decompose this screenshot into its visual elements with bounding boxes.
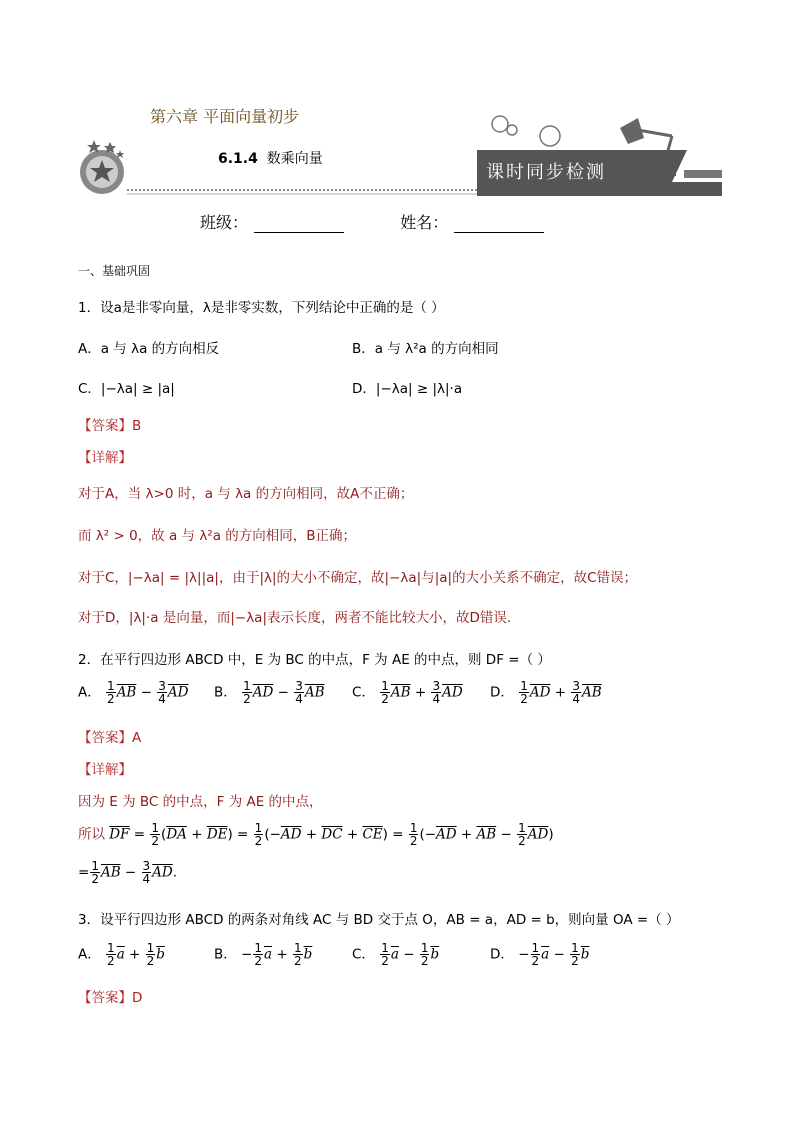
student-info-line bbox=[200, 210, 544, 233]
fraction: $\frac{3}{4}$ bbox=[158, 679, 166, 706]
so-label: 所以 bbox=[78, 826, 105, 843]
fraction: $\frac{3}{4}$ bbox=[142, 859, 151, 886]
option-label: D． bbox=[490, 946, 514, 963]
q2-detail-2: 所以 $\overline{DF}$ = $\frac{1}{2}$ $(\overline{DA} + \overline{DE})$ = $\frac{1}{2}$ $(-\overline{AD} + \overline{DC} + \overline{CE})$ = $\frac{1}{2}$ ($-\overline{AD} + \overline{AB}$ − $\frac{1}{2}$ $\overline{AD}$) bbox=[78, 821, 554, 848]
brand-label: 课时同步检测 bbox=[486, 162, 606, 183]
q2-detail-3: = $\frac{1}{2}$ $\overline{AB}$ − $\frac{3}{4}$ $\overline{AD}$. bbox=[78, 859, 178, 886]
fraction: $\frac{1}{2}$ bbox=[151, 821, 160, 848]
fraction: $\frac{1}{2}$ bbox=[107, 679, 115, 706]
fraction: $\frac{1}{2}$ bbox=[520, 679, 528, 706]
q2-option-c: C． $\frac{1}{2}$ $\overline{AB}$ + $\frac{3}{4}$ $\overline{AD}$ bbox=[352, 679, 463, 706]
option-label: D． bbox=[490, 684, 514, 701]
fraction: $\frac{1}{2}$ bbox=[571, 941, 579, 968]
fraction: $\frac{1}{2}$ bbox=[146, 941, 155, 968]
q1-detail-4: 对于D，|λ|·a 是向量，而|−λa|表示长度，两者不能比较大小，故D错误. bbox=[78, 610, 512, 626]
fraction: $\frac{1}{2}$ bbox=[381, 941, 389, 968]
option-label: B． bbox=[214, 946, 237, 963]
q1-detail-3: 对于C，|−λa| = |λ||a|，由于|λ|的大小不确定，故|−λa|与|a|的大小关系不确定，故C错误； bbox=[78, 570, 637, 586]
q2-answer: 【答案】A bbox=[78, 730, 142, 746]
q1-detail-label: 【详解】 bbox=[78, 450, 132, 466]
q3-stem: 3．设平行四边形 ABCD 的两条对角线 AC 与 BD 交于点 O，AB = a，AD = b，则向量 OA =（ ） bbox=[78, 912, 680, 928]
q1-option-b: B．a 与 λ²a 的方向相同 bbox=[352, 341, 499, 357]
q1-option-d: D．|−λa| ≥ |λ|·a bbox=[352, 381, 463, 397]
name-blank bbox=[454, 216, 544, 233]
section-name: 数乘向量 bbox=[266, 151, 323, 167]
q3-answer: 【答案】D bbox=[78, 990, 143, 1006]
q2-option-a: A． $\frac{1}{2}$ $\overline{AB}$ − $\frac{3}{4}$ $\overline{AD}$ bbox=[78, 679, 189, 706]
q1-option-c: C．|−λa| ≥ |a| bbox=[78, 381, 175, 397]
q2-detail-label: 【详解】 bbox=[78, 762, 132, 778]
fraction: $\frac{1}{2}$ bbox=[91, 859, 99, 886]
option-label: C． bbox=[352, 946, 375, 963]
fraction: $\frac{3}{4}$ bbox=[295, 679, 303, 706]
fraction: $\frac{1}{2}$ bbox=[381, 679, 389, 706]
fraction: $\frac{1}{2}$ bbox=[254, 821, 263, 848]
fraction: $\frac{1}{2}$ bbox=[243, 679, 251, 706]
fraction: $\frac{3}{4}$ bbox=[432, 679, 441, 706]
section-title bbox=[218, 148, 323, 168]
class-label: 班级： bbox=[200, 213, 249, 232]
option-label: A． bbox=[78, 946, 101, 963]
q1-option-a: A．a 与 λa 的方向相反 bbox=[78, 341, 220, 357]
section-heading: 一、基础巩固 bbox=[78, 264, 151, 278]
name-label: 姓名： bbox=[400, 213, 449, 232]
option-label: B． bbox=[214, 684, 237, 701]
q1-detail-2: 而 λ² > 0，故 a 与 λ²a 的方向相同，B正确； bbox=[78, 528, 357, 544]
star-badge-icon bbox=[80, 140, 124, 194]
header-banner bbox=[72, 110, 722, 200]
fraction: $\frac{1}{2}$ bbox=[107, 941, 115, 968]
fraction: $\frac{1}{2}$ bbox=[420, 941, 429, 968]
q3-option-b: B． − $\frac{1}{2}$ $\overline{a}$ + $\frac{1}{2}$ $\overline{b}$ bbox=[214, 941, 313, 968]
q1-stem: 1．设a是非零向量，λ是非零实数，下列结论中正确的是（ ） bbox=[78, 300, 445, 316]
q3-option-c: C． $\frac{1}{2}$ $\overline{a}$ − $\frac{1}{2}$ $\overline{b}$ bbox=[352, 941, 440, 968]
option-label: A． bbox=[78, 684, 101, 701]
fraction: $\frac{1}{2}$ bbox=[293, 941, 302, 968]
fraction: $\frac{1}{2}$ bbox=[409, 821, 418, 848]
chapter-title: 第六章 平面向量初步 bbox=[150, 107, 300, 126]
fraction: $\frac{1}{2}$ bbox=[254, 941, 263, 968]
q2-option-b: B． $\frac{1}{2}$ $\overline{AD}$ − $\frac{3}{4}$ $\overline{AB}$ bbox=[214, 679, 325, 706]
fraction: $\frac{1}{2}$ bbox=[531, 941, 540, 968]
class-blank bbox=[254, 216, 344, 233]
section-number: 6.1.4 bbox=[218, 151, 258, 167]
q3-option-a: A． $\frac{1}{2}$ $\overline{a}$ + $\frac{1}{2}$ $\overline{b}$ bbox=[78, 941, 165, 968]
q1-answer: 【答案】B bbox=[78, 418, 142, 434]
q2-option-d: D． $\frac{1}{2}$ $\overline{AD}$ + $\frac{3}{4}$ $\overline{AB}$ bbox=[490, 679, 602, 706]
option-label: C． bbox=[352, 684, 375, 701]
q3-option-d: D． − $\frac{1}{2}$ $\overline{a}$ − $\frac{1}{2}$ $\overline{b}$ bbox=[490, 941, 590, 968]
q1-detail-1: 对于A，当 λ>0 时，a 与 λa 的方向相同，故A不正确； bbox=[78, 486, 414, 502]
q2-detail-1: 因为 E 为 BC 的中点，F 为 AE 的中点， bbox=[78, 794, 323, 810]
fraction: $\frac{1}{2}$ bbox=[518, 821, 526, 848]
fraction: $\frac{3}{4}$ bbox=[572, 679, 580, 706]
q2-stem: 2．在平行四边形 ABCD 中，E 为 BC 的中点，F 为 AE 的中点，则 DF =（ ） bbox=[78, 652, 551, 668]
